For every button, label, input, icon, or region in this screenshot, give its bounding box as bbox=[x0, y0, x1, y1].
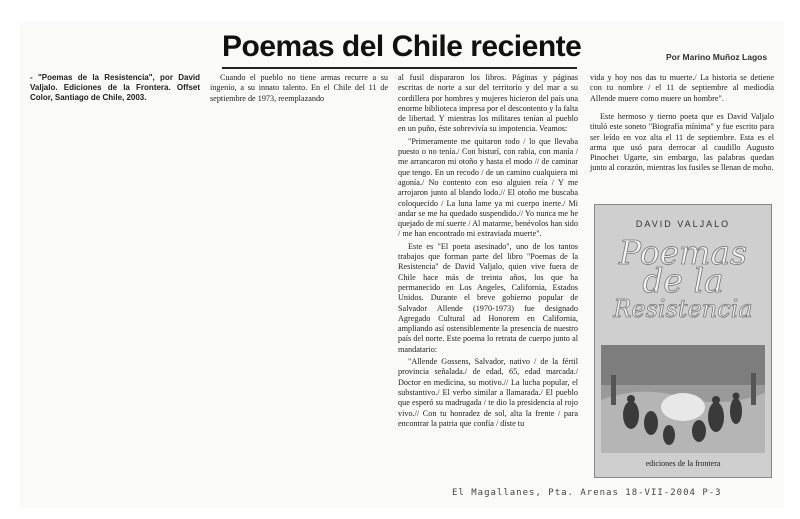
title-underline bbox=[222, 67, 577, 69]
paragraph-continued: al fusil dispararon los libros. Páginas y páginas escritas de norte a sur del territorio y del mar a su cordillera por hombres y mujeres hicieron del país una enorme biblioteca impresa por el descontento y la falta de libertad. Y mientras los militares tenían al pueblo en un puño, éste sobrevivía su impotencia. Veamos: bbox=[398, 73, 578, 134]
paragraph-about-author: Este es "El poeta asesinado", uno de los tantos trabajos que forman parte del libro "Poemas de la Resistencia" de David Valjalo, quien vive fuera de Chile hace más de treinta años, los que ha permanecido en Los Angeles, California, Estados Unidos. Durante el breve gobierno popular de Salvador Allende (1970-1973) fue designado Agregado Cultural ad Honorem en California, ampliando así ostensiblemente la presencia de nuestro país del norte. Este poema lo retrata de cuerpo junto al mandatario: bbox=[398, 241, 578, 354]
article-column-1 bbox=[210, 73, 388, 106]
book-reference bbox=[30, 73, 200, 105]
poem-ending: vida y hoy nos das tu muerte./ La historia se detiene con tu nombre / el 11 de septiembre al mediodía Allende muere como muere un hombre". bbox=[590, 73, 774, 103]
article-column-3 bbox=[590, 112, 774, 176]
book-reference-text: - "Poemas de la Resistencia", por David Valjalo. Ediciones de la Frontera. Offset Color, Santiago de Chile, 2003. bbox=[30, 73, 200, 102]
cover-illustration bbox=[601, 345, 765, 453]
book-cover-image bbox=[594, 204, 772, 478]
handwritten-source-note: El Magallanes, Pta. Arenas 18-VII-2004 P-3 bbox=[452, 488, 722, 498]
cover-author: DAVID VALJALO bbox=[635, 219, 731, 229]
poem-el-poeta-asesinado: "Primeramente me quitaron todo / lo que llevaba puesto o no tenía./ Con bisturí, con rabia, con manía / me arrancaron mi otoño y hasta el modo // de caminar que tengo. En un recodo / de un camino cualquiera mi agonía./ No contento con eso alguien reía / Y me arrojaron junto al blando lodo.// El otoño me buscaba coloquecido / La luna lame ya mi cuerpo inerte./ Mi andar se me ha quedado suspendido.// Yo nunca me he quejado de mi suerte / Al matarme, benévolos han sido / me han encontrado mi extraviada muerte". bbox=[398, 136, 578, 239]
cover-title bbox=[595, 233, 771, 323]
cover-publisher: ediciones de la frontera bbox=[645, 459, 721, 468]
cover-title-line: de la bbox=[642, 261, 724, 300]
cover-title-line: Poemas bbox=[618, 233, 748, 272]
article-title: Poemas del Chile reciente bbox=[222, 30, 582, 63]
cover-title-line: Resistencia bbox=[613, 295, 753, 323]
article-column-2 bbox=[398, 73, 578, 431]
poem-biografia-minima: "Allende Gossens, Salvador, nativo / de la fértil provincia señalada./ de edad, 65, edad marcada./ Doctor en medicina, su motivo.// La lucha popular, el substantivo./ El verbo similar a llamarada./ El pueblo que esperó su madrugada / te dio la presidencia al rojo vivo.// Con tu honradez de sol, alta la frente / para encontrar la patria que confía / diste tu bbox=[398, 357, 578, 428]
paragraph-closing: Este hermoso y tierno poeta que es David Valjalo tituló este soneto "Biografía mínima" y fue escrito para ser leído en voz alta el 11 de septiembre. Esta es el arma que usó para derrocar al caudillo Augusto Pinochet Ugarte, sin embargo, las palabras quedan junto al corazón, mientras los fusiles se llenan de moho. bbox=[590, 112, 774, 173]
article-byline: Por Marino Muñoz Lagos bbox=[666, 52, 768, 62]
paragraph-intro: Cuando el pueblo no tiene armas recurre a su ingenio, a su innato talento. En el Chile del 11 de septiembre de 1973, reemplazando bbox=[210, 73, 388, 103]
article-column-3-top bbox=[590, 73, 774, 106]
